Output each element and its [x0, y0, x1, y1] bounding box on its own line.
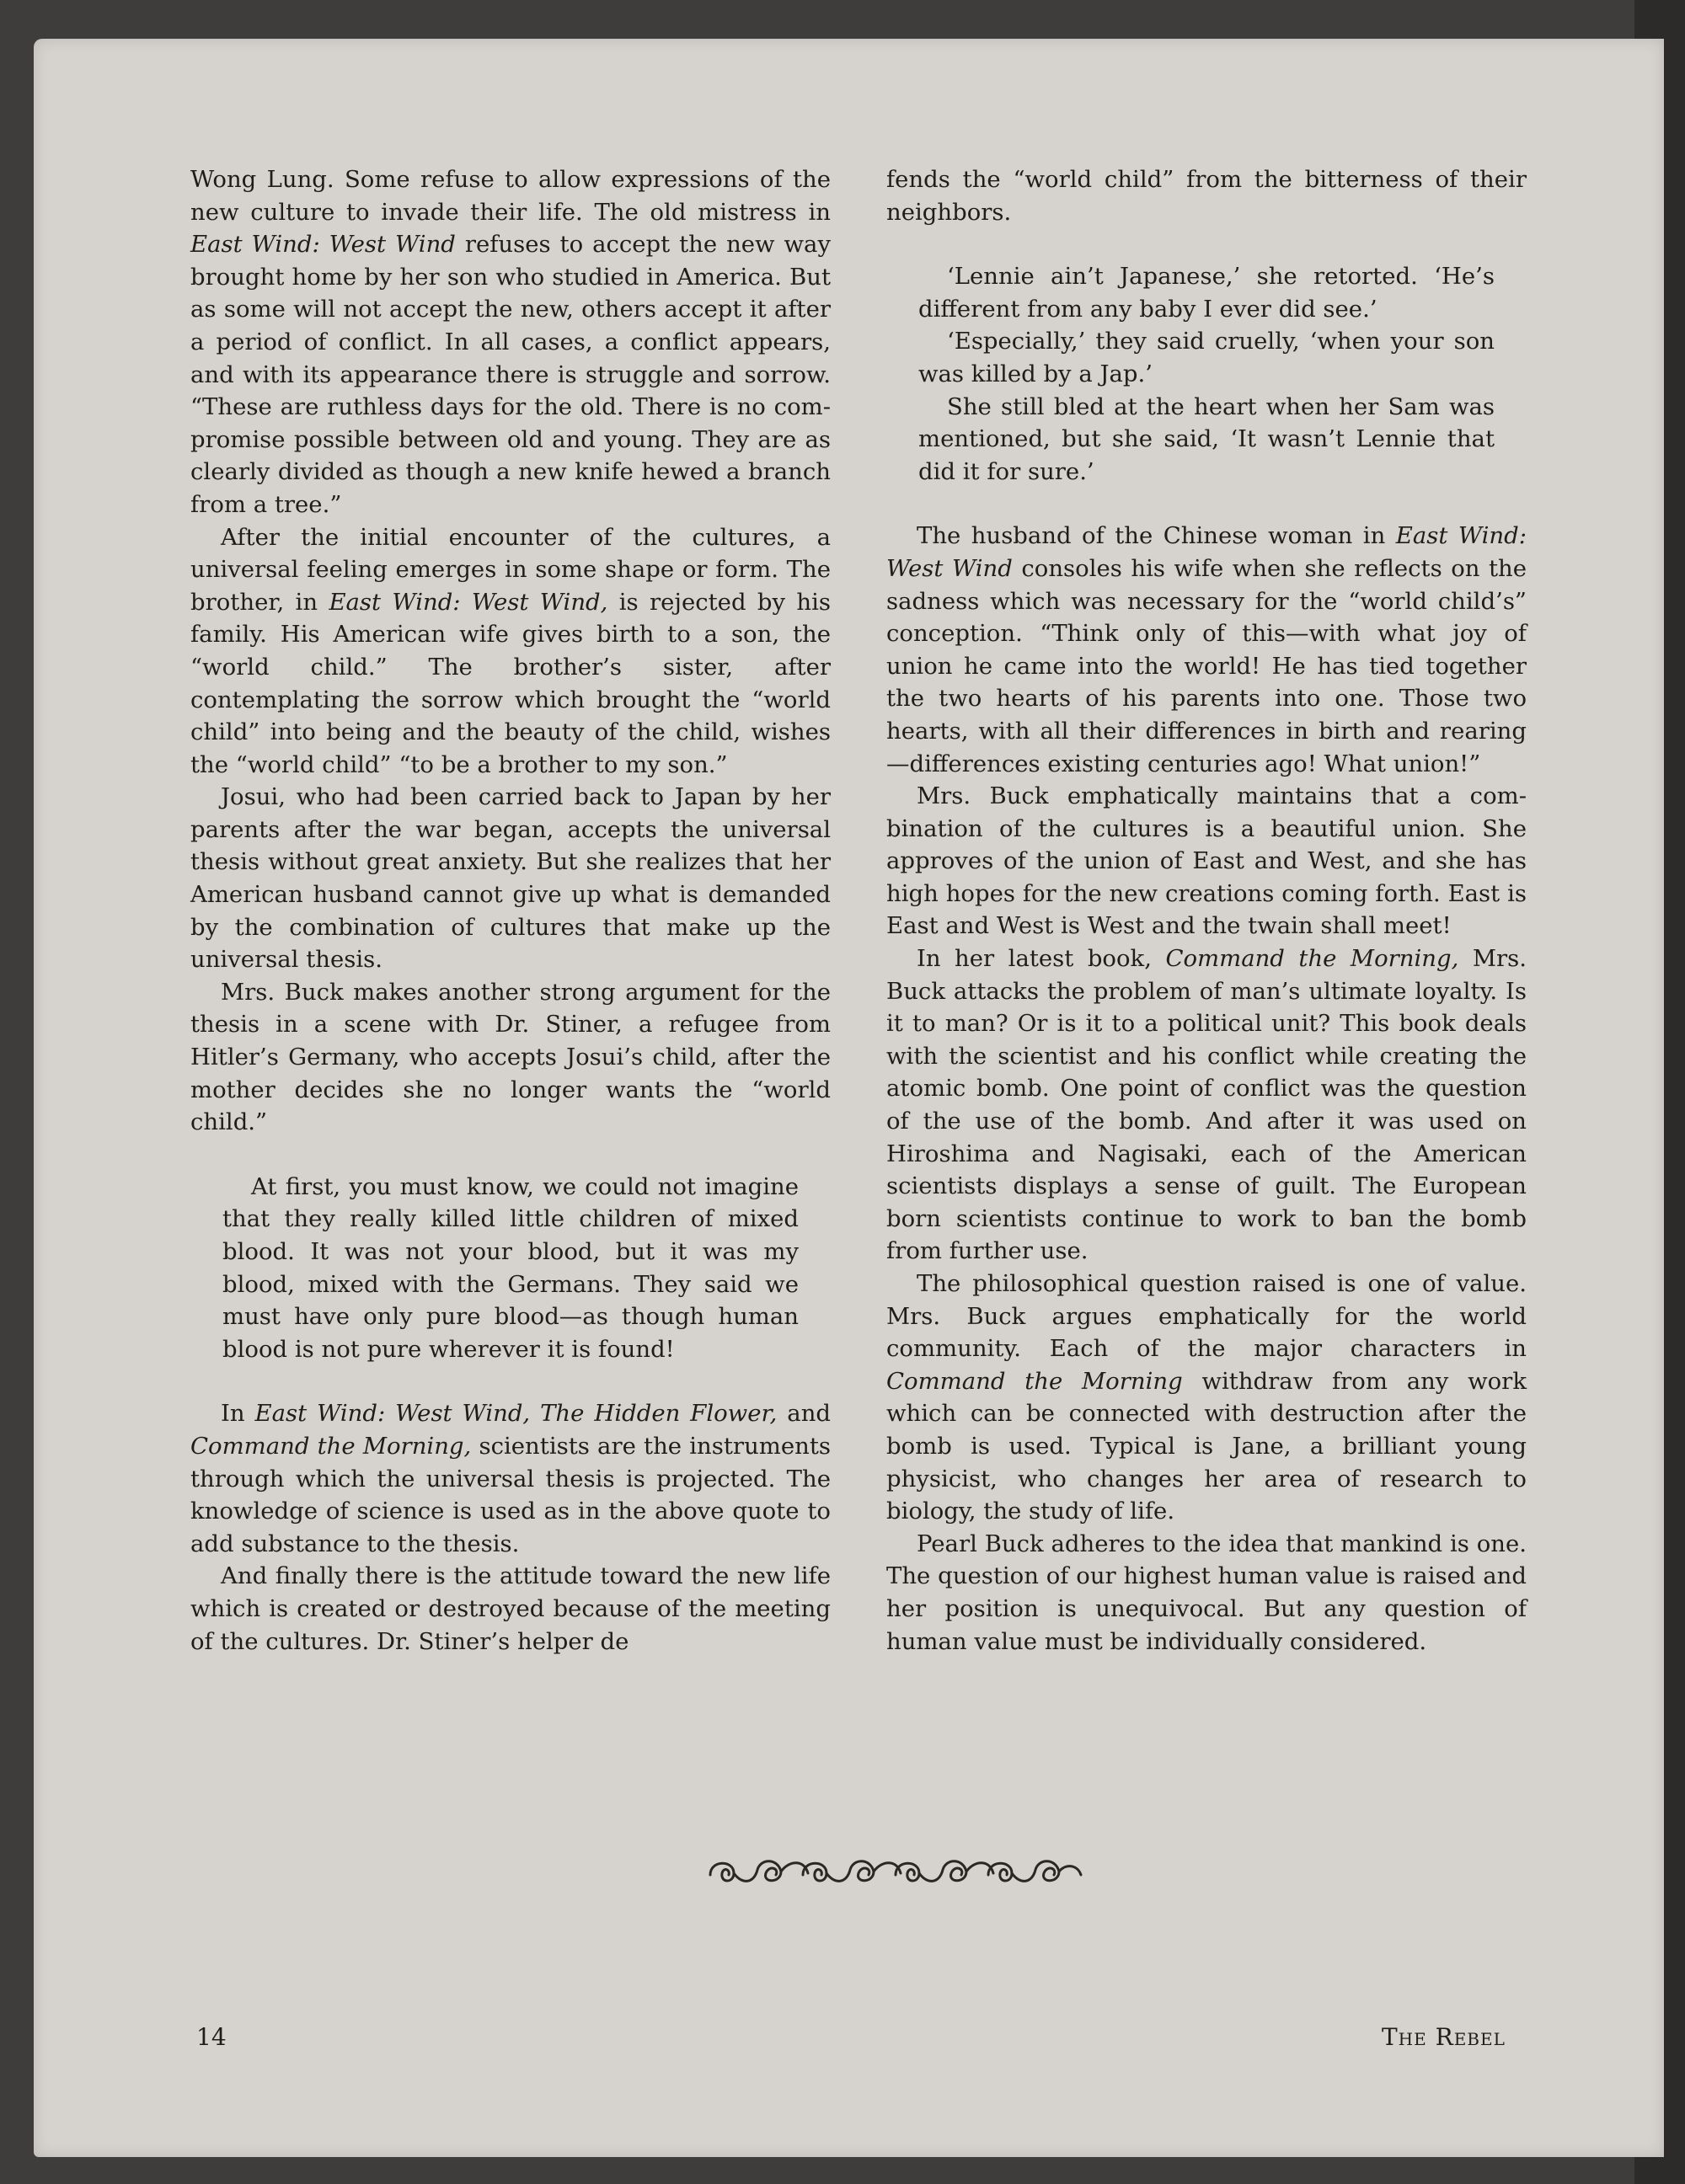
paragraph — [886, 520, 1527, 780]
decorative-scroll-ornament — [702, 1850, 1089, 1892]
text-run: Wong Lung. Some refuse to allow expressions of the new culture to invade their life. The old mistress in — [190, 166, 831, 226]
paragraph: fends the “world child” from the bitterness of their neighbors. — [886, 166, 1527, 226]
book-title: East Wind: West Wind, The Hidden Flower, — [254, 1400, 778, 1428]
paragraph: Mrs. Buck emphatically maintains that a combination of the cultures is a beautiful union. She approves of the union of East and West, and she has high hopes for the new creations coming forth. East is East and West is West and the twain shall meet! — [886, 782, 1527, 940]
text-run: After the initial encounter of the cultures, a universal feeling emerges in some shape or form. The brother, in — [190, 523, 831, 616]
text-run: consoles his wife when she reflects on the sadness which was necessary for the “world child’s” conception. “Think only of this—with what joy of union he came into the world! He has tied together the two hearts of his parents into one. Those two hearts, with all their differences in birth and rearing—differences existing centuries ago! What union!” — [886, 554, 1527, 777]
book-title: East Wind: West Wind — [190, 231, 456, 259]
block-quote — [222, 1171, 799, 1366]
magazine-page — [34, 39, 1664, 2157]
text-run: withdraw from any work which can be connected with destruction after the bomb is used. Typical is Jane, a brilliant young physicist, who changes her area of research to biology, the study of life. — [886, 1367, 1527, 1525]
book-title: East Wind: West Wind — [886, 522, 1527, 582]
text-run: In her latest book, — [917, 945, 1152, 973]
block-quote — [918, 260, 1495, 488]
left-column — [190, 163, 831, 1658]
book-title: Command the Morning — [886, 1367, 1183, 1395]
text-run: In — [221, 1400, 245, 1428]
page-number: 14 — [196, 2023, 227, 2051]
book-title: East Wind: West Wind, — [329, 588, 608, 616]
quote-text: ‘Especially,’ they said cruelly, ‘when your son was killed by a Jap.’ — [918, 328, 1495, 387]
book-title: Command the Morning, — [190, 1432, 472, 1460]
quote-text: At first, you must know, we could not imagine that they really killed little children of mixed blood. It was not your blood, but it was my blood, mixed with the Germans. They said we must have only pure blood—as though human blood is not pure wherever it is found! — [222, 1172, 799, 1363]
paragraph — [190, 163, 831, 521]
book-title: Command the Morning, — [1165, 945, 1459, 973]
paragraph: And finally there is the attitude toward the new life which is created or destroyed because of the meeting of the cultures. Dr. Stiner’s helper de — [190, 1562, 831, 1655]
text-run: The husband of the Chinese woman in — [917, 522, 1386, 550]
text-run: is rejected by his family. His American wife gives birth to a son, the “world child.” The brother’s sister, after contemplating the sorrow which brought the “world child” into being and the beauty of the child, wishes the “world child” “to be a brother to my son.” — [190, 588, 831, 778]
quote-text: ‘Lennie ain’t Japanese,’ she retorted. ‘He’s different from any baby I ever did see.’ — [918, 263, 1495, 323]
paragraph: Josui, who had been carried back to Japan by her parents after the war began, accepts the universal thesis without great anxiety. But she realizes that her American husband cannot give up what is demanded by the combination of cultures that make up the universal thesis. — [190, 783, 831, 974]
paragraph — [886, 942, 1527, 1268]
paragraph — [190, 1397, 831, 1560]
paragraph: Pearl Buck adheres to the idea that mankind is one. The question of our highest human value is raised and her position is unequivocal. But any question of human value must be individually considered. — [886, 1530, 1527, 1655]
right-column — [886, 163, 1527, 1658]
quote-text: She still bled at the heart when her Sam was mentioned, but she said, ‘It wasn’t Lennie that did it for sure.’ — [918, 392, 1495, 485]
text-run: refuses to accept the new way brought home by her son who studied in America. But as some will not accept the new, others accept it after a period of conflict. In all cases, a conflict appears, and with its appearance there is struggle and sorrow. “These are ruthless days for the old. There is no compromise possible between old and young. They are as clearly divided as though a new knife hewed a branch from a tree.” — [190, 231, 831, 518]
paragraph — [190, 521, 831, 782]
paragraph — [886, 1268, 1527, 1528]
running-title: The Rebel — [1382, 2023, 1506, 2051]
text-run: The philosophical question raised is one of value. Mrs. Buck argues emphatically for the world community. Each of the major characters in — [886, 1270, 1527, 1363]
paragraph: Mrs. Buck makes another strong argument for the thesis in a scene with Dr. Stiner, a refugee from Hitler’s Germany, who accepts Josui’s child, after the mother decides she no longer wants the “world child.” — [190, 978, 831, 1136]
text-run: Mrs. Buck attacks the problem of man’s ultimate loyalty. Is it to man? Or is it to a political unit? This book deals with the scientist and his conflict while creating the atomic bomb. One point of conflict was the question of the use of the bomb. And after it was used on Hiroshima and Nagisaki, each of the American scientists displays a sense of guilt. The European born scientists continue to work to ban the bomb from further use. — [886, 945, 1527, 1265]
text-run: and — [787, 1400, 832, 1428]
text-run: scientists are the instruments through which the universal thesis is projected. The knowledge of science is used as in the above quote to add substance to the thesis. — [190, 1432, 832, 1557]
